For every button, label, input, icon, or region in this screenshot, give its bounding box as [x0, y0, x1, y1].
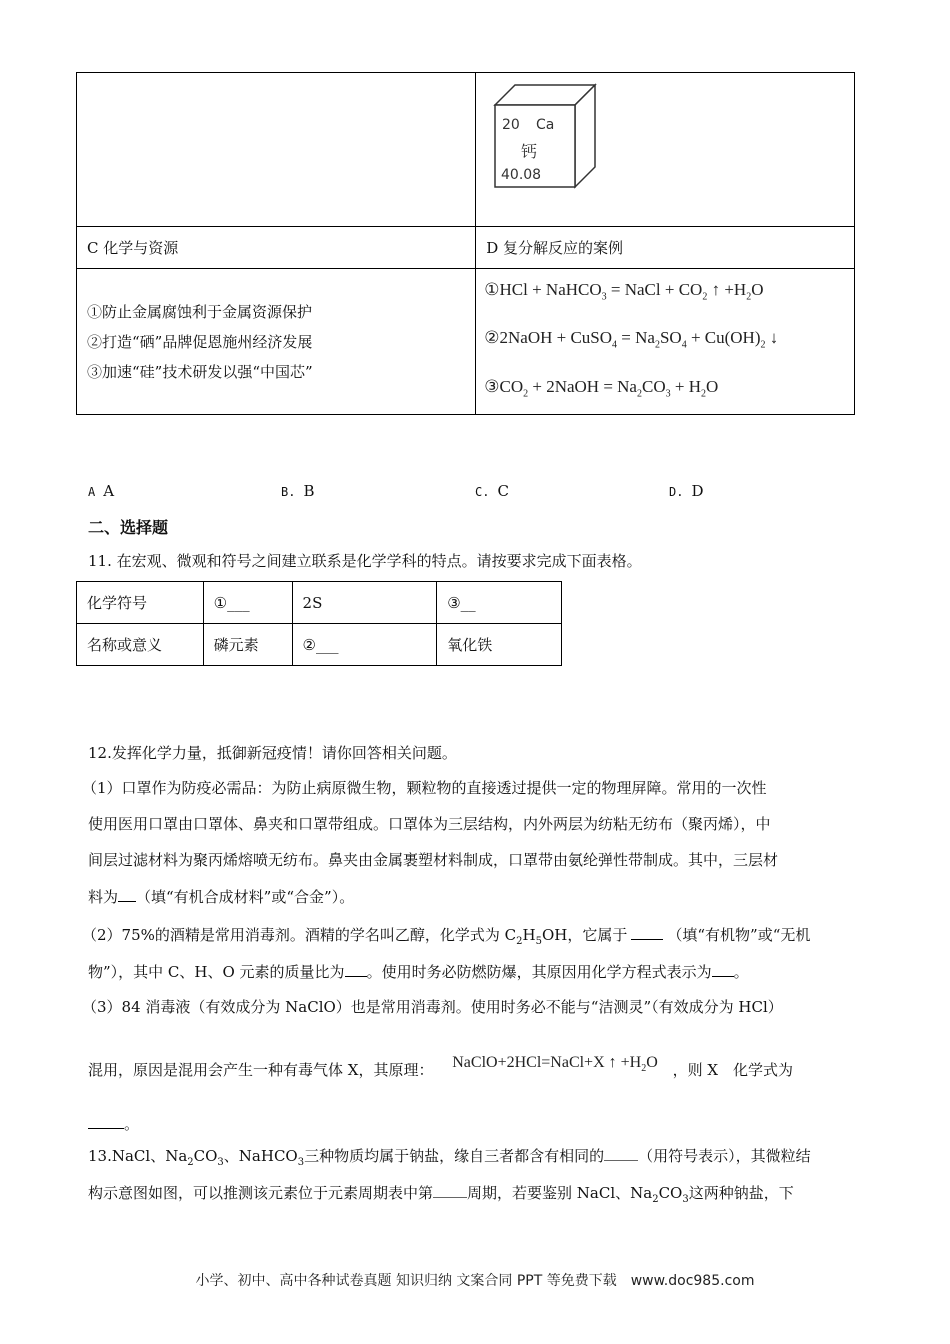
c-item-1: ①防止金属腐蚀利于金属资源保护 — [87, 302, 313, 321]
header-d: D 复分解反应的案例 — [476, 227, 855, 269]
c-items — [77, 269, 476, 415]
q12-p1-line2: 使用医用口罩由口罩体、鼻夹和口罩带组成。口罩体为三层结构，内外两层为纺粘无纺布（聚丙烯），中 — [88, 815, 771, 833]
equation-2: ②2NaOH + CuSO$_4$ = $Na_2SO_4 + Cu(OH)_2$ ↓ — [484, 328, 779, 351]
q11-cell: 化学符号 — [77, 582, 204, 624]
q12-p2-line1: （2）75%的酒精是常用消毒剂。酒精的学名叫乙醇，化学式为 $C_2H_5OH$，它属于 （填“有机物”或“无机 — [82, 926, 811, 947]
option-d[interactable]: D. D — [669, 482, 704, 500]
footer-text: 小学、初中、高中各种试卷真题 知识归纳 文案合同 PPT 等免费下载 www.doc985.com — [195, 1273, 755, 1289]
c-item-3: ③加速“硅”技术研发以强“中国芯” — [87, 362, 313, 381]
q12-title: 12.发挥化学力量，抵御新冠疫情！请你回答相关问题。 — [88, 744, 457, 762]
q11-cell: 2S — [292, 582, 437, 624]
q12-p3-line2: 混用，原因是混用会产生一种有毒气体 X，其原理： NaClO+2HCl=NaCl+X ↑ $+H_2O$ ，则 X 化学式为 — [88, 1054, 794, 1079]
equation-4: NaClO+2HCl=NaCl+X ↑ $+H_2O$ — [452, 1054, 658, 1075]
answer-blank[interactable] — [604, 1146, 638, 1161]
q13-line2: 构示意图如图，可以推测该元素位于元素周期表中第 周期，若要鉴别 NaCl、$Na_2CO_3$这两种钠盐，下 — [88, 1184, 794, 1205]
element-cell — [476, 73, 855, 227]
equation-1: ①HCl + NaHCO$_3$ = NaCl + $CO_2$ ↑ $+H_2O$ — [484, 280, 764, 303]
cell-a2 — [77, 73, 476, 227]
element-symbol: Ca — [536, 117, 555, 133]
q12-p1-line4: 料为 （填“有机合成材料”或“合金”）。 — [88, 888, 355, 906]
section-heading: 二、选择题 — [88, 518, 169, 537]
option-c[interactable]: C. C — [475, 482, 509, 500]
q13-line1: 13.NaCl、$Na_2CO_3$、NaHCO$_3$三种物质均属于钠盐，缘自三者都含有相同的 （用符号表示），其微粒结 — [88, 1147, 811, 1168]
element-number: 20 — [502, 117, 521, 133]
q11-cell: ③__ — [437, 582, 562, 624]
q11-text: 11. 在宏观、微观和符号之间建立联系是化学学科的特点。请按要求完成下面表格。 — [88, 552, 642, 570]
q12-p1-line3: 间层过滤材料为聚丙烯熔喷无纺布。鼻夹由金属裹塑材料制成，口罩带由氨纶弹性带制成。其中，三层材 — [88, 851, 779, 869]
element-mass: 40.08 — [501, 167, 542, 183]
q11-cell: 名称或意义 — [77, 624, 204, 666]
option-a[interactable]: A A — [88, 482, 115, 500]
equation-3: $③CO_2$ + 2NaOH = $Na_2CO_3 + H_2O$ — [484, 376, 719, 400]
q12-p3-line3: 。 — [88, 1114, 868, 1133]
q11-table — [76, 581, 562, 666]
answer-blank[interactable] — [631, 925, 663, 940]
q12-p3-line1: （3）84 消毒液（有效成分为 NaClO）也是常用消毒剂。使用时务必不能与“洁测灵”（有效成分为 HCl） — [82, 998, 783, 1016]
answer-blank[interactable] — [118, 887, 136, 902]
q11-cell: 磷元素 — [203, 624, 292, 666]
answer-blank[interactable] — [433, 1183, 467, 1198]
element-cube-icon — [488, 81, 608, 191]
c-item-2: ②打造“硒”品牌促恩施州经济发展 — [87, 332, 313, 351]
q11-cell: ①___ — [203, 582, 292, 624]
q11-cell: ②___ — [292, 624, 437, 666]
answer-blank[interactable] — [88, 1114, 124, 1129]
element-name: 钙 — [521, 142, 538, 161]
q12-p2-line2: 物”），其中 C、H、O 元素的质量比为 。使用时务必防燃防爆，其原因用化学方程式表示为 。 — [88, 963, 749, 981]
d-equations — [476, 269, 855, 415]
option-b[interactable]: B. B — [281, 482, 315, 500]
answer-blank[interactable] — [712, 962, 734, 977]
answer-blank[interactable] — [345, 962, 367, 977]
q11-cell: 氧化铁 — [437, 624, 562, 666]
options-table — [76, 72, 855, 415]
q12-p1-line1: （1）口罩作为防疫必需品：为防止病原微生物，颗粒物的直接透过提供一定的物理屏障。常用的一次性 — [82, 779, 767, 797]
header-c: C 化学与资源 — [77, 227, 476, 269]
